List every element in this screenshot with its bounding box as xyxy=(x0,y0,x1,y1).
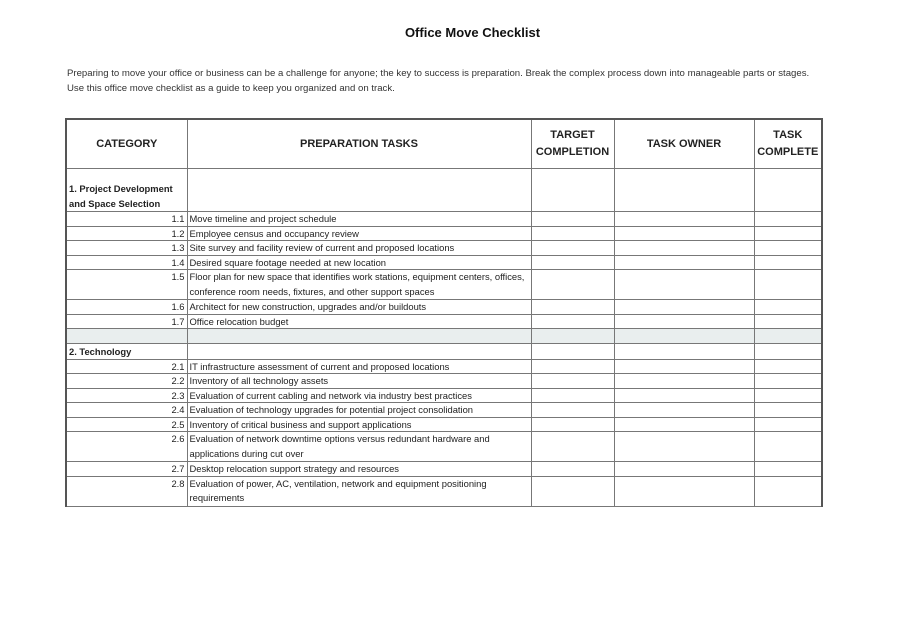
task-text: Evaluation of power, AC, ventilation, network and equipment positioning requirements xyxy=(187,476,531,506)
task-row xyxy=(66,255,822,270)
task-number: 2.4 xyxy=(66,403,187,418)
owner-cell[interactable] xyxy=(614,314,754,329)
task-number: 1.1 xyxy=(66,212,187,227)
task-row xyxy=(66,388,822,403)
owner-cell[interactable] xyxy=(614,212,754,227)
section-name: 2. Technology xyxy=(66,343,187,359)
target-cell[interactable] xyxy=(531,388,614,403)
target-cell[interactable] xyxy=(531,462,614,477)
owner-cell[interactable] xyxy=(614,241,754,256)
owner-cell[interactable] xyxy=(614,300,754,315)
task-row xyxy=(66,241,822,256)
task-row xyxy=(66,403,822,418)
task-number: 1.7 xyxy=(66,314,187,329)
owner-cell[interactable] xyxy=(614,476,754,506)
task-text: Desktop relocation support strategy and resources xyxy=(187,462,531,477)
task-text: Office relocation budget xyxy=(187,314,531,329)
header-target: TARGET COMPLETION xyxy=(531,119,614,169)
checklist-table xyxy=(65,118,823,507)
task-row xyxy=(66,462,822,477)
task-row xyxy=(66,374,822,389)
target-cell[interactable] xyxy=(531,403,614,418)
complete-cell[interactable] xyxy=(754,432,822,462)
task-text: Desired square footage needed at new location xyxy=(187,255,531,270)
header-row xyxy=(66,119,822,169)
target-cell[interactable] xyxy=(531,417,614,432)
complete-cell[interactable] xyxy=(754,212,822,227)
complete-cell[interactable] xyxy=(754,255,822,270)
task-row xyxy=(66,212,822,227)
target-cell[interactable] xyxy=(531,359,614,374)
target-cell[interactable] xyxy=(531,432,614,462)
task-number: 1.2 xyxy=(66,226,187,241)
header-complete: TASK COMPLETE xyxy=(754,119,822,169)
task-number: 1.6 xyxy=(66,300,187,315)
task-text: Architect for new construction, upgrades and/or buildouts xyxy=(187,300,531,315)
task-number: 2.8 xyxy=(66,476,187,506)
target-cell[interactable] xyxy=(531,212,614,227)
owner-cell[interactable] xyxy=(614,388,754,403)
complete-cell[interactable] xyxy=(754,241,822,256)
task-row xyxy=(66,226,822,241)
task-text: Site survey and facility review of current and proposed locations xyxy=(187,241,531,256)
header-tasks: PREPARATION TASKS xyxy=(187,119,531,169)
target-cell[interactable] xyxy=(531,255,614,270)
task-row xyxy=(66,359,822,374)
target-cell[interactable] xyxy=(531,169,614,212)
owner-cell[interactable] xyxy=(614,432,754,462)
task-number: 1.5 xyxy=(66,270,187,300)
owner-cell[interactable] xyxy=(614,270,754,300)
owner-cell[interactable] xyxy=(614,462,754,477)
complete-cell[interactable] xyxy=(754,403,822,418)
task-text: IT infrastructure assessment of current and proposed locations xyxy=(187,359,531,374)
task-text: Employee census and occupancy review xyxy=(187,226,531,241)
task-text: Evaluation of current cabling and network via industry best practices xyxy=(187,388,531,403)
target-cell[interactable] xyxy=(531,314,614,329)
task-number: 2.1 xyxy=(66,359,187,374)
task-text: Inventory of critical business and support applications xyxy=(187,417,531,432)
task-text: Evaluation of technology upgrades for potential project consolidation xyxy=(187,403,531,418)
task-number: 2.2 xyxy=(66,374,187,389)
task-number: 1.4 xyxy=(66,255,187,270)
task-row xyxy=(66,417,822,432)
task-text: Floor plan for new space that identifies work stations, equipment centers, offices, conference room needs, fixtures, and other support spaces xyxy=(187,270,531,300)
page-title: Office Move Checklist xyxy=(404,25,541,40)
complete-cell[interactable] xyxy=(754,388,822,403)
task-number: 2.6 xyxy=(66,432,187,462)
target-cell[interactable] xyxy=(531,343,614,359)
complete-cell[interactable] xyxy=(754,343,822,359)
intro-text: Preparing to move your office or business can be a challenge for anyone; the key to success is preparation. Break the complex process down into manageable parts or stages. Use this office move checklist as a guide to keep you organized and on track. xyxy=(67,68,810,94)
owner-cell[interactable] xyxy=(614,403,754,418)
section-row xyxy=(66,169,822,212)
target-cell[interactable] xyxy=(531,300,614,315)
section-name: 1. Project Development and Space Selection xyxy=(66,169,187,212)
task-number: 1.3 xyxy=(66,241,187,256)
complete-cell[interactable] xyxy=(754,314,822,329)
target-cell[interactable] xyxy=(531,226,614,241)
target-cell[interactable] xyxy=(531,476,614,506)
task-row xyxy=(66,314,822,329)
complete-cell[interactable] xyxy=(754,270,822,300)
owner-cell[interactable] xyxy=(614,343,754,359)
complete-cell[interactable] xyxy=(754,359,822,374)
owner-cell[interactable] xyxy=(614,169,754,212)
complete-cell[interactable] xyxy=(754,462,822,477)
owner-cell[interactable] xyxy=(614,374,754,389)
complete-cell[interactable] xyxy=(754,226,822,241)
complete-cell[interactable] xyxy=(754,374,822,389)
owner-cell[interactable] xyxy=(614,226,754,241)
owner-cell[interactable] xyxy=(614,417,754,432)
header-category: CATEGORY xyxy=(66,119,187,169)
task-number: 2.5 xyxy=(66,417,187,432)
task-number: 2.3 xyxy=(66,388,187,403)
task-row xyxy=(66,300,822,315)
owner-cell[interactable] xyxy=(614,255,754,270)
target-cell[interactable] xyxy=(531,374,614,389)
task-text: Evaluation of network downtime options versus redundant hardware and applications during cut over xyxy=(187,432,531,462)
target-cell[interactable] xyxy=(531,270,614,300)
task-number: 2.7 xyxy=(66,462,187,477)
complete-cell[interactable] xyxy=(754,476,822,506)
task-text: Inventory of all technology assets xyxy=(187,374,531,389)
header-owner: TASK OWNER xyxy=(614,119,754,169)
owner-cell[interactable] xyxy=(614,359,754,374)
target-cell[interactable] xyxy=(531,241,614,256)
section-row xyxy=(66,343,822,359)
complete-cell[interactable] xyxy=(754,417,822,432)
complete-cell[interactable] xyxy=(754,300,822,315)
task-row xyxy=(66,476,822,506)
task-row xyxy=(66,270,822,300)
task-row xyxy=(66,432,822,462)
spacer-row xyxy=(66,329,822,344)
complete-cell[interactable] xyxy=(754,169,822,212)
task-text: Move timeline and project schedule xyxy=(187,212,531,227)
